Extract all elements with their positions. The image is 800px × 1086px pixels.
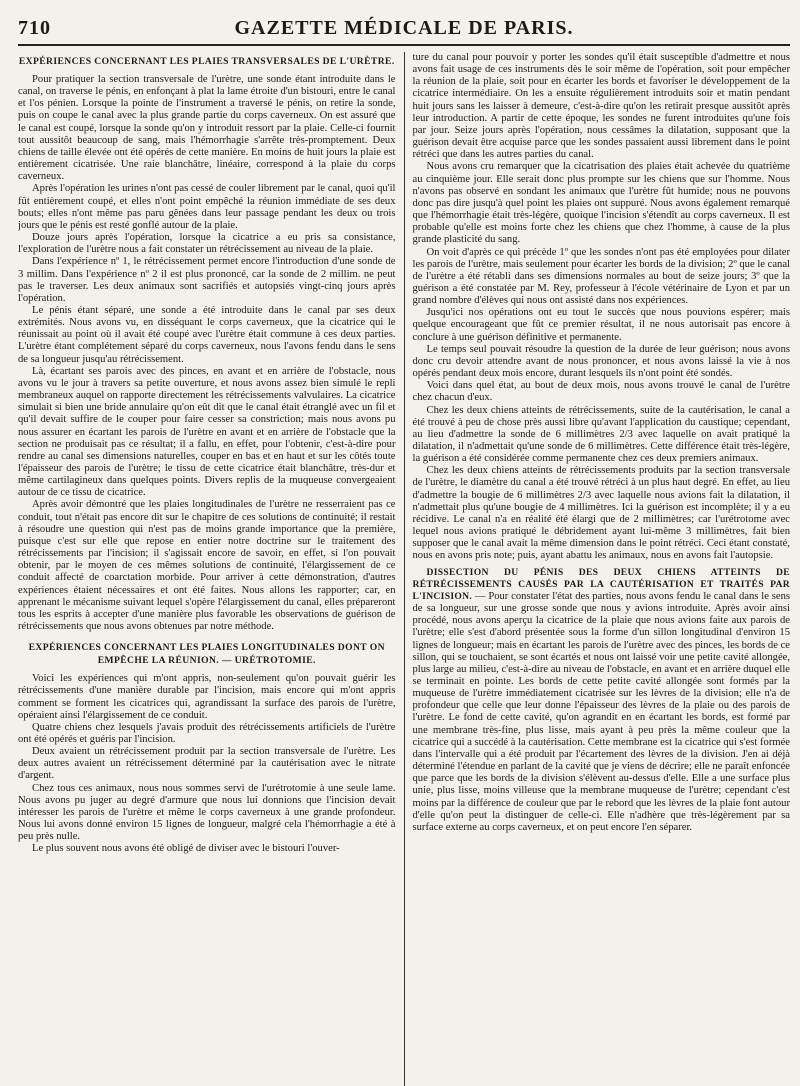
run-in-heading-dissection: DISSECTION DU PÉNIS DES DEUX CHIENS ATTEINTS DE RÉTRÉCISSEMENTS CAUSÉS PAR LA CAUTÉRISATION ET TRAITÉS PAR L'INCISION. [412, 566, 790, 602]
article-columns [18, 52, 790, 1086]
paragraph: ture du canal pour pouvoir y porter les sondes qu'il était susceptible d'admettre et nous avons fait usage de ces instruments dès le soir même de l'opération, soit pour empêcher la réunion de la plaie, soit pour en écarter les bords et favoriser le développement de la cicatrice intermédiaire. On les a ensuite régulièrement introduits soir et matin pendant huit jours sans les laisser à demeure, c'est-à-dire qu'on les retirait presque aussitôt après leur introduction. A partir de cette époque, les sondes ne furent introduites qu'une fois par jour. Seize jours après l'opération, nous cessâmes la dilatation, supposant que la guérison devait être acquise parce que les sondes passaient aussi librement dans le point rétréci que dans les autres parties du canal. [412, 52, 790, 161]
paragraph: Nous avons cru remarquer que la cicatrisation des plaies était achevée du quatrième au cinquième jour. Elle serait donc plus prompte sur les chiens que sur l'homme. Nous n'avons pas observé en sondant les animaux que l'urètre fût humide; nous ne pouvons donc pas dire jusqu'à quel point les plaies ont suppuré. Nous avons également remarqué que l'hémorrhagie était très-légère, quoique l'incision s'étendît au corps caverneux. Il est probable qu'elle est moins forte chez les chiens que chez l'homme, à cause de la plus grande plasticité du sang. [412, 161, 790, 246]
dissection-paragraph [413, 567, 791, 834]
paragraph: Voici les expériences qui m'ont appris, non-seulement qu'on pouvait guérir les rétrécissements d'une manière durable par l'incision, mais encore qui m'ont appris comment se forment les cicatrices qui, agrandissant la surface des parois de l'urètre, opéraient ainsi l'élargissement de ce conduit. [18, 673, 396, 721]
paragraph: Deux avaient un rétrécissement produit par la section transversale de l'urètre. Les deux autres avaient un rétrécissement déterminé par la cautérisation avec le nitrate d'argent. [18, 746, 396, 782]
paragraph: Le temps seul pouvait résoudre la question de la durée de leur guérison; nous avons donc cru devoir attendre avant de nous prononcer, et nous avons laissé la vie à nos opérés pendant deux mois encore, durant lesquels ils n'ont point été sondés. [412, 343, 790, 380]
paragraph: Jusqu'ici nos opérations ont eu tout le succès que nous pouvions espérer; mais quelque encourageant que fût ce premier résultat, il ne nous autorisait pas encore à conclure à une guérison définitive et permanente. [412, 307, 790, 343]
paragraph: Quatre chiens chez lesquels j'avais produit des rétrécissements artificiels de l'urètre ont été opérés et guéris par l'incision. [18, 721, 396, 745]
paragraph: Le pénis étant séparé, une sonde a été introduite dans le canal par ses deux extrémités. Nous avons vu, en disséquant le corps caverneux, que la cicatrice qui le réunissait au point où il avait été coupé avec l'urètre était commune à ces deux parties. L'urètre étant complétement séparé du corps caverneux, nous l'avons fendu dans le sens de sa longueur jusqu'au rétrécissement. [18, 304, 396, 365]
section-heading-longitudinal: EXPÉRIENCES CONCERNANT LES PLAIES LONGITUDINALES DONT ON EMPÊCHE LA RÉUNION. — URÉTROTOMIE. [28, 642, 385, 667]
paragraph: Après l'opération les urines n'ont pas cessé de couler librement par le canal, quoi qu'il fût entièrement coupé, et elles n'ont point empêché la réunion immédiate de ses deux bouts; elles n'ont même pas paru gênées dans leur passage pendant les deux ou trois jours que le pénis est resté gonflé autour de la plaie. [18, 183, 396, 231]
left-column [18, 52, 405, 1086]
paragraph: Là, écartant ses parois avec des pinces, en avant et en arrière de l'obstacle, nous avons vu le jour à travers sa petite ouverture, et nous avons assez bien simulé le repli membraneux auquel on rapporte directement les rétrécissements valvulaires. La cicatrice simulait si bien une bride annulaire qu'on eût dit que le canal était étranglé avec un fil et qu'il devait suffire de le couper pour faire cesser sa constriction; mais nous avons pu nous assurer en écartant les parois de l'urètre en avant et en arrière de l'obstacle que la section ne produisait pas ce résultat; il a fallu, en effet, pour l'obtenir, c'est-à-dire pour rendre au canal ses dimensions naturelles, couper en bas et en haut et sur les côtés toute l'épaisseur des parois de l'urètre; le tissu de cette cicatrice était blanchâtre, très-dur et même cartilagineux dans quelques points. Divers replis de la muqueuse convergeaient autour de ce tissu de cicatrice. [18, 365, 396, 499]
page-number: 710 [18, 17, 51, 39]
paragraph: Chez tous ces animaux, nous nous sommes servi de l'urétrotomie à une seule lame. Nous avons pu juger au degré d'armure que nous lui donnions que l'incision devait intéresser les parois de l'urètre et même le corps caverneux à une grande profondeur. Nous lui avons donné environ 15 lignes de longueur, malgré cela l'hémorrhagie a été à peu près nulle. [18, 782, 396, 843]
paragraph: Chez les deux chiens atteints de rétrécissements, suite de la cautérisation, le canal a été trouvé à peu de chose près aussi libre qu'avant l'application du caustique; cependant, au lieu d'admettre la sonde de 6 millimètres 2/3 avec laquelle on avait pratiqué la dilatation, il n'admettait qu'une sonde de 6 millimètres. Cette différence était très-légère, la guérison a été considérée comme permanente chez ces deux premiers animaux. [412, 404, 790, 465]
journal-title: GAZETTE MÉDICALE DE PARIS. [234, 17, 574, 39]
paragraph: Le plus souvent nous avons été obligé de diviser avec le bistouri l'ouver- [32, 843, 340, 855]
right-column [405, 52, 791, 1086]
paragraph: On voit d'après ce qui précède 1º que les sondes n'ont pas été employées pour dilater les parois de l'urètre, mais seulement pour écarter les bords de la division; 2º que le canal de l'urètre a été rétabli dans ses dimensions normales au bout de seize jours; 3º que la guérison a été constatée par M. Rey, professeur à l'école vétérinaire de Lyon et par un grand nombre d'élèves qui nous ont assisté dans nos expériences. [412, 246, 790, 307]
paragraph: Chez les deux chiens atteints de rétrécissements produits par la section transversale de l'urètre, le diamètre du canal a été trouvé rétréci à un plus haut degré. En effet, au lieu d'admettre la bougie de 6 millimètres 2/3 avec laquelle nous avions fait la dilatation, il n'admettait plus qu'une bougie de 4 millimètres. Ici la guérison est incomplète; il y a eu récidive. Le canal n'a en réalité été élargi que de 2 millimètres; car l'urétrotome avec lequel nous avions pratiqué le débridement ayant lui-même 3 millimètres, fait bien supposer que le canal avait la même dimension dans le point rétréci. Ceci étant constaté, nous en avons pris note; puis, ayant abattu les animaux, nous en avons fait l'autopsie. [412, 465, 790, 562]
paragraph: Après avoir démontré que les plaies longitudinales de l'urètre ne resserraient pas ce conduit, tout n'était pas encore dit sur le chapitre de ces solutions de continuité; il restait à résoudre une question qui n'est pas de moins grande importance que la première, puisque c'est sur elle que repose en entier notre doctrine sur le traitement des rétrécissements par l'incision; il s'agissait encore de savoir, en effet, si l'on pouvait obtenir, par le moyen de ces mêmes solutions de continuité, l'élargissement de ce conduit affecté de coarctation morbide. Pour arriver à cette démonstration, d'autres expériences étaient nécessaires et ont été faites. Nous allons les rapporter; car, en apprenant le mécanisme suivant lequel s'opère l'élargissement du canal, elles prépareront tous les esprits à accepter d'une manière plus favorable les observations de guérison de rétrécissements que nous avons obtenues par notre méthode. [18, 499, 396, 633]
paragraph: Dans l'expérience nº 1, le rétrécissement permet encore l'introduction d'une sonde de 3 millim. Dans l'expérience nº 2 il est plus prononcé, car la sonde de 2 millim. ne peut pas le traverser. Les deux animaux sont sacrifiés et autopsiés vingt-cinq jours après l'opération. [18, 256, 396, 304]
paragraph: Douze jours après l'opération, lorsque la cicatrice a eu pris sa consistance, l'exploration de l'urètre nous a fait constater un rétrécissement au niveau de la plaie. [18, 232, 396, 256]
dissection-text: — Pour constater l'état des parties, nous avons fendu le canal dans le sens de sa longueur, sur une grosse sonde que nous y avions introduite. Après avoir ainsi procédé, nous avons aperçu la cicatrice de la plaie que nous avions faite aux parois de l'urètre; elle s'est d'abord présentée sous la forme d'un sillon longitudinal d'environ 15 lignes de longueur; mais en écartant les parois de l'urètre avec des pinces, les bords de ce sillon, qui se touchaient, se sont écartés et nous ont laissé voir une petite cavité allongée, plus large au milieu, c'est-à-dire au niveau de l'obstacle, en avant et en arrière duquel elle se terminait en pointe. Les bords de cette petite cavité allongée sont formés par la muqueuse de l'urètre immédiatement cicatrisée sur les lèvres de la division; elle n'a de profondeur que celle que leur donne l'épaisseur des lèvres de la plaie ou des parois de l'urètre. Le fond de cette cavité, qu'on agrandit en en écartant les bords, est formé par une membrane très-fine, plus lisse, mais ayant à peu près la même couleur que la cicatrice qui a succédé à la cautérisation. Cette membrane est la cicatrice qui s'est formée dans l'intervalle qui a été produit par l'écartement des lèvres de la division. J'en ai déjà déterminé l'étendue en parlant de la cavité que je viens de décrire; elle ne paraît enfoncée que parce que les bords de la division s'élèvent au-dessus d'elle. Elle a une surface plus unie, plus lisse, moins villeuse que la membrane muqueuse de l'urètre; cependant c'est moins par la différence de couleur que par le rebord que les lèvres de la plaie font autour d'elle qu'on peut la distinguer de celle-ci. Elle n'adhère que très-légèrement par sa surface externe au corps caverneux, et on peut encore l'en séparer. [412, 590, 790, 833]
paragraph: Pour pratiquer la section transversale de l'urètre, une sonde étant introduite dans le canal, on traverse le pénis, en enfonçant à plat la lame étroite d'un bistouri, entre le canal et l'os pénien. Lorsque la pointe de l'instrument a traversé le pénis, on retire la sonde, puis on coupe le canal avec la plus grande partie du corps caverneux. On est assuré que le canal est coupé, lorsque la sonde qu'on y introduit ressort par la plaie. Celle-ci fournit tout aussitôt beaucoup de sang, mais l'hémorrhagie s'arrête très-promptement. Deux chiens de taille élevée ont été opérés de cette manière. En moins de huit jours la plaie est entièrement cicatrisée. Une raie blanchâtre, linéaire, correspond à la plaie du corps caverneux. [18, 74, 396, 183]
section-heading-transverse: EXPÉRIENCES CONCERNANT LES PLAIES TRANSVERSALES DE L'URÈTRE. [18, 56, 395, 67]
page-header [18, 10, 790, 46]
paragraph: Voici dans quel état, au bout de deux mois, nous avons trouvé le canal de l'urètre chez chacun d'eux. [412, 380, 790, 404]
